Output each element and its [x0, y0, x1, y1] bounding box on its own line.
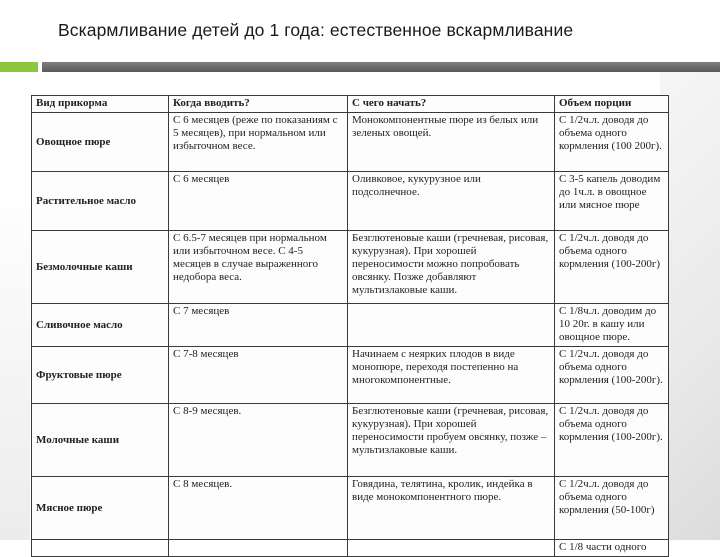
- cell-name: Растительное масло: [32, 172, 169, 231]
- cell-when: [169, 540, 348, 557]
- background-decoration-right: [660, 72, 720, 540]
- accent-bar: [42, 62, 720, 72]
- cell-start: Начинаем с неярких плодов в виде монопюре, переходя постепенно на многокомпонентные.: [348, 347, 555, 404]
- background-decoration-left: [0, 180, 30, 540]
- cell-portion: С 1/8ч.л. доводим до 10 20г. в кашу или овощное пюре.: [555, 304, 669, 347]
- cell-portion: С 1/2ч.л. доводя до объема одного кормления (100-200г): [555, 231, 669, 304]
- cell-name: Мясное пюре: [32, 477, 169, 540]
- table-row: [32, 113, 669, 172]
- cell-portion: С 1/2ч.л. доводя до объема одного кормления (100-200г).: [555, 404, 669, 477]
- cell-start: Монокомпонентные пюре из белых или зеленых овощей.: [348, 113, 555, 172]
- cell-name: Безмолочные каши: [32, 231, 169, 304]
- cell-start: Безглютеновые каши (гречневая, рисовая, кукурузная). При хорошей переносимости пробуем овсянку, позже – мультизлаковые каши.: [348, 404, 555, 477]
- cell-name: Фруктовые пюре: [32, 347, 169, 404]
- accent-square: [0, 62, 38, 72]
- cell-when: С 7 месяцев: [169, 304, 348, 347]
- cell-start: Говядина, телятина, кролик, индейка в виде монокомпонентного пюре.: [348, 477, 555, 540]
- header-when: Когда вводить?: [169, 96, 348, 113]
- cell-when: С 6 месяцев: [169, 172, 348, 231]
- cell-name: [32, 540, 169, 557]
- document-image: [31, 95, 669, 553]
- table-row: [32, 404, 669, 477]
- table-row: [32, 304, 669, 347]
- cell-when: С 8 месяцев.: [169, 477, 348, 540]
- cell-name: Сливочное масло: [32, 304, 169, 347]
- cell-portion: С 1/2ч.л. доводя до объема одного кормления (100-200г).: [555, 347, 669, 404]
- cell-portion: С 1/2ч.л. доводя до объема одного кормления (100 200г).: [555, 113, 669, 172]
- feeding-table: [31, 95, 669, 557]
- slide-title: Вскармливание детей до 1 года: естественное вскармливание: [58, 20, 574, 40]
- cell-start: Безглютеновые каши (гречневая, рисовая, кукурузная). При хорошей переносимости можно попробовать овсянку. Позже добавляют мультизлаковые каши.: [348, 231, 555, 304]
- table-row: [32, 540, 669, 557]
- cell-name: Овощное пюре: [32, 113, 169, 172]
- cell-portion: С 1/2ч.л. доводя до объема одного кормления (50-100г): [555, 477, 669, 540]
- table-row: [32, 231, 669, 304]
- cell-start: [348, 540, 555, 557]
- header-start: С чего начать?: [348, 96, 555, 113]
- table-row: [32, 347, 669, 404]
- cell-when: С 8-9 месяцев.: [169, 404, 348, 477]
- table-row: [32, 477, 669, 540]
- cell-portion: С 3-5 капель доводим до 1ч.л. в овощное или мясное пюре: [555, 172, 669, 231]
- cell-when: С 6 месяцев (реже по показаниям с 5 месяцев), при нормальном или избыточном весе.: [169, 113, 348, 172]
- cell-start: Оливковое, кукурузное или подсолнечное.: [348, 172, 555, 231]
- table-header-row: [32, 96, 669, 113]
- cell-start: [348, 304, 555, 347]
- header-type: Вид прикорма: [32, 96, 169, 113]
- cell-when: С 7-8 месяцев: [169, 347, 348, 404]
- table-row: [32, 172, 669, 231]
- cell-portion: С 1/8 части одного: [555, 540, 669, 557]
- cell-name: Молочные каши: [32, 404, 169, 477]
- cell-when: С 6.5-7 месяцев при нормальном или избыточном весе. С 4-5 месяцев в случае выраженного недобора веса.: [169, 231, 348, 304]
- header-portion: Объем порции: [555, 96, 669, 113]
